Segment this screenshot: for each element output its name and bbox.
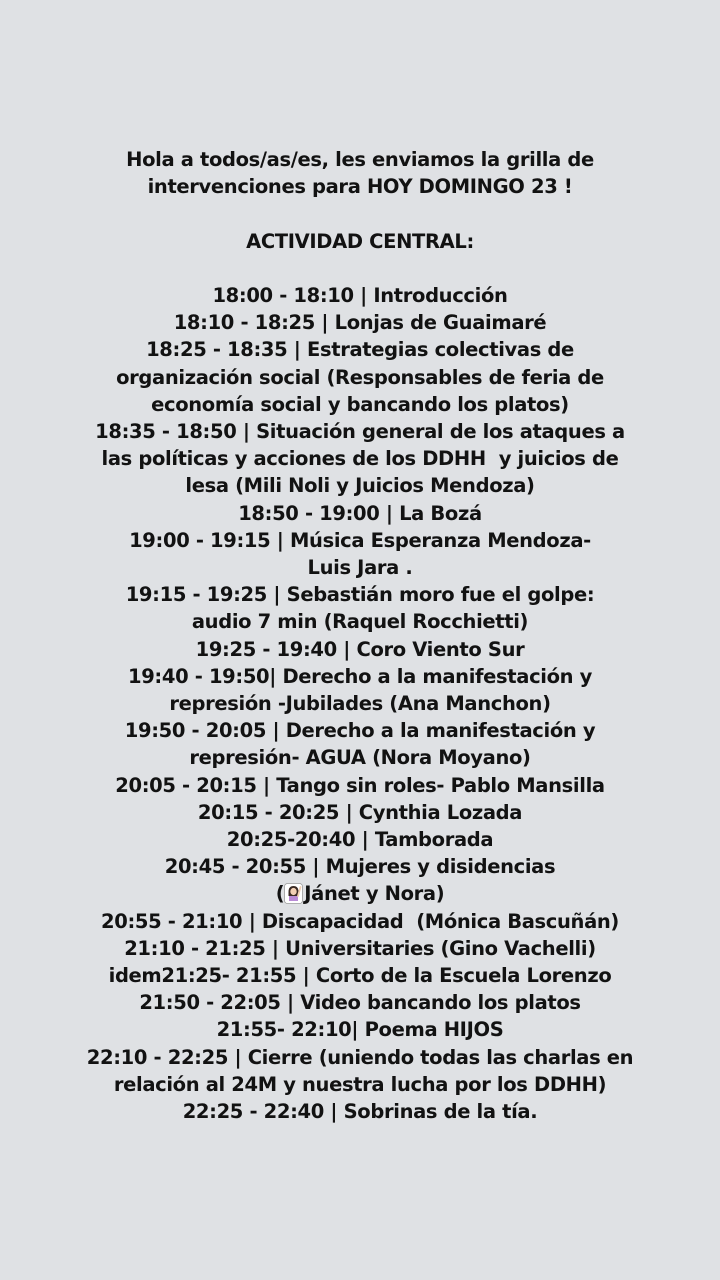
- emoji-line-text: Jánet y Nora): [304, 882, 445, 906]
- schedule-line: 22:10 - 22:25 | Cierre (uniendo todas las charlas en: [86, 1045, 634, 1069]
- schedule-line: 18:10 - 18:25 | Lonjas de Guaimaré: [173, 311, 547, 335]
- intro-line: intervenciones para HOY DOMINGO 23 !: [147, 175, 573, 199]
- schedule-line: 19:40 - 19:50| Derecho a la manifestación y: [128, 664, 592, 688]
- woman-raising-hand-icon: [284, 883, 303, 904]
- schedule-line: 20:05 - 20:15 | Tango sin roles- Pablo Mansilla: [115, 773, 605, 797]
- schedule-line: 20:55 - 21:10 | Discapacidad (Mónica Bascuñán): [101, 909, 619, 933]
- schedule-line: 20:45 - 20:55 | Mujeres y disidencias: [164, 855, 556, 879]
- spacer: [0, 200, 720, 227]
- schedule-line: 18:25 - 18:35 | Estrategias colectivas de: [146, 338, 574, 362]
- schedule-line: lesa (Mili Noli y Juicios Mendoza): [185, 474, 535, 498]
- schedule-line: audio 7 min (Raquel Rocchietti): [191, 610, 529, 634]
- schedule-line: 20:15 - 20:25 | Cynthia Lozada: [197, 800, 523, 824]
- schedule-line: organización social (Responsables de feria de: [116, 365, 604, 389]
- schedule-line: 21:10 - 21:25 | Universitaries (Gino Vachelli): [124, 936, 596, 960]
- schedule-line: las políticas y acciones de los DDHH y juicios de: [101, 447, 619, 471]
- schedule-line: 21:50 - 22:05 | Video bancando los platos: [139, 991, 581, 1015]
- schedule-line: represión- AGUA (Nora Moyano): [189, 746, 531, 770]
- schedule-line: 21:55- 22:10| Poema HIJOS: [216, 1018, 504, 1042]
- schedule-line: 18:00 - 18:10 | Introducción: [212, 283, 508, 307]
- schedule-line: Luis Jara .: [307, 556, 413, 580]
- schedule-line: represión -Jubilades (Ana Manchon): [169, 692, 551, 716]
- schedule-line: 18:35 - 18:50 | Situación general de los ataques a: [95, 420, 625, 443]
- open-paren: (: [275, 882, 285, 906]
- section-title: ACTIVIDAD CENTRAL:: [246, 229, 474, 253]
- schedule-line: 19:50 - 20:05 | Derecho a la manifestación y: [124, 719, 596, 743]
- schedule-line: 22:25 - 22:40 | Sobrinas de la tía.: [182, 1100, 538, 1124]
- schedule-line: relación al 24M y nuestra lucha por los DDHH): [113, 1072, 607, 1096]
- schedule-line: 19:00 - 19:15 | Música Esperanza Mendoza-: [129, 528, 591, 552]
- emoji-schedule-line: [0, 880, 720, 907]
- intro-line: Hola a todos/as/es, les enviamos la grilla de: [126, 148, 594, 171]
- schedule-line: 19:25 - 19:40 | Coro Viento Sur: [195, 637, 525, 661]
- schedule-line: economía social y bancando los platos): [151, 392, 569, 416]
- schedule-line: 19:15 - 19:25 | Sebastián moro fue el golpe:: [125, 583, 595, 607]
- spacer: [0, 255, 720, 282]
- schedule-line: 20:25-20:40 | Tamborada: [226, 828, 494, 852]
- schedule-line: 18:50 - 19:00 | La Bozá: [238, 501, 482, 525]
- schedule-text: [0, 146, 720, 1125]
- schedule-line: idem21:25- 21:55 | Corto de la Escuela Lorenzo: [108, 964, 612, 988]
